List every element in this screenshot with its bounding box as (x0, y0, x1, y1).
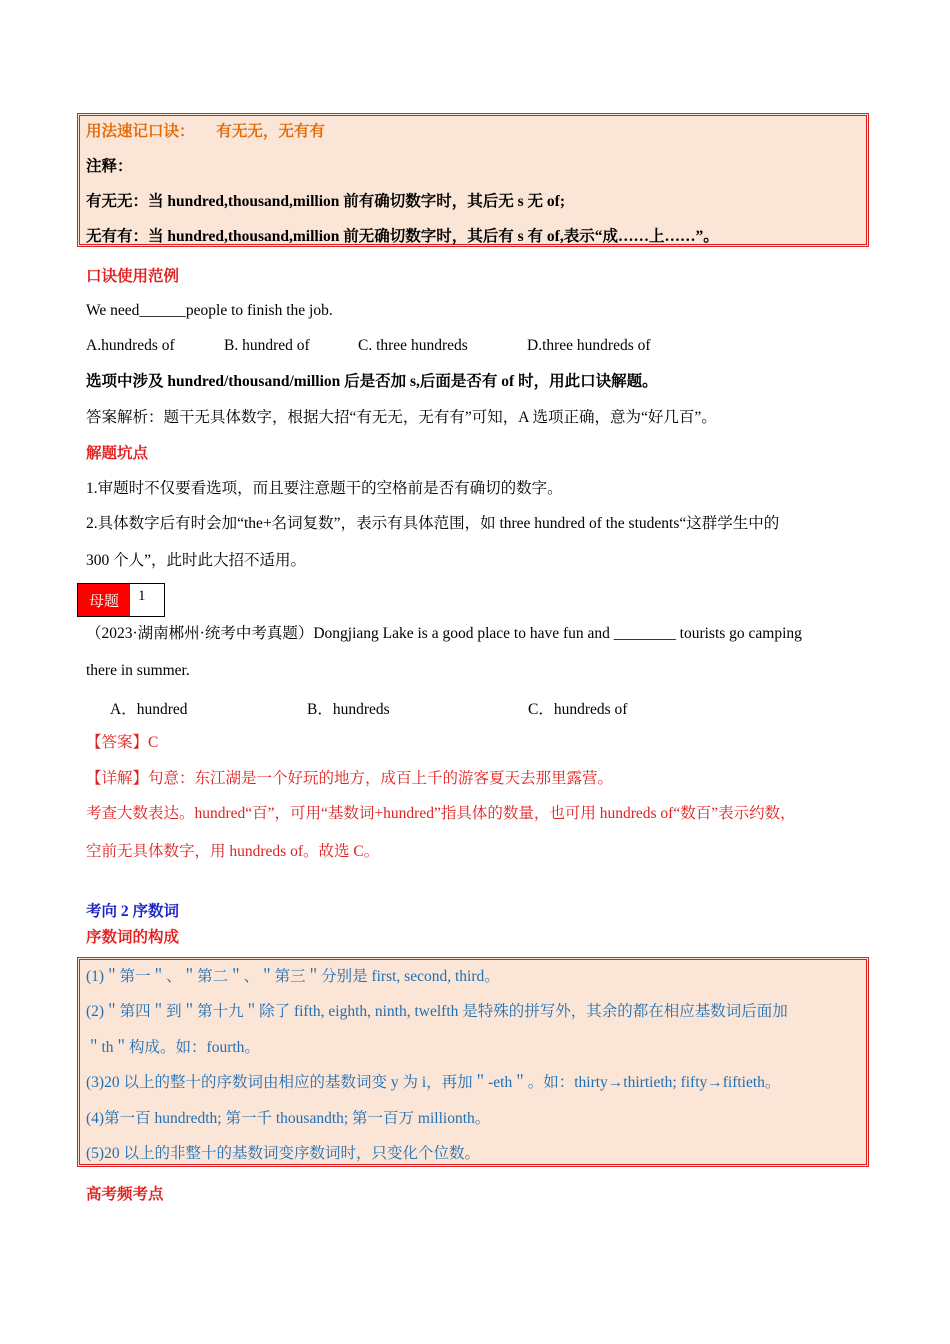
mother-question-badge (77, 583, 165, 617)
section-2-heading: 考向 2 序数词 (86, 903, 180, 920)
mnemonic-title-label: 用法速记口诀： (86, 123, 195, 140)
example-option-c: C. three hundreds (358, 337, 468, 354)
mother-option-b: B．hundreds (307, 701, 390, 718)
pitfalls-heading: 解题坑点 (86, 445, 149, 462)
pitfall-2-line-1: 2.具体数字后有时会加“the+名词复数”，表示有具体范围，如 three hundred of the students“这群学生中的 (86, 515, 780, 532)
high-frequency-heading: 高考频考点 (86, 1186, 164, 1203)
mother-explain-line-1: 考查大数表达。hundred“百”，可用“基数词+hundred”指具体的数量，也可用 hundreds of“数百”表示约数， (86, 805, 796, 822)
mother-option-a: A．hundred (110, 701, 188, 718)
ordinal-rule-2-line-2: ＂th＂构成。如：fourth。 (86, 1039, 260, 1056)
mother-answer: 【答案】C (86, 734, 159, 751)
mother-question-label: 母题 (78, 584, 130, 616)
example-option-d: D.three hundreds of (527, 337, 651, 354)
ordinal-rule-2-line-1: (2)＂第四＂到＂第十九＂除了 fifth, eighth, ninth, twelfth 是特殊的拼写外，其余的都在相应基数词后面加 (86, 1003, 788, 1020)
ordinal-rules-box (77, 957, 869, 1167)
example-option-b: B. hundred of (224, 337, 310, 354)
example-question: We need______people to finish the job. (86, 302, 333, 319)
example-tip: 选项中涉及 hundred/thousand/million 后是否加 s,后面是否有 of 时，用此口诀解题。 (86, 373, 658, 390)
example-analysis: 答案解析：题干无具体数字，根据大招“有无无，无有有”可知，A 选项正确，意为“好几百”。 (86, 409, 717, 426)
pitfall-1: 1.审题时不仅要看选项，而且要注意题干的空格前是否有确切的数字。 (86, 480, 563, 497)
mnemonic-line-2: 无有有：当 hundred,thousand,million 前无确切数字时，其后有 s 有 of,表示“成……上……”。 (86, 228, 719, 245)
mother-question-line-2: there in summer. (86, 662, 190, 679)
ordinal-rule-3: (3)20 以上的整十的序数词由相应的基数词变 y 为 i，再加＂-eth＂。如：thirty→thirtieth; fifty→fiftieth。 (86, 1074, 781, 1091)
mnemonic-title-value: 有无无，无有有 (216, 123, 325, 140)
example-option-a: A.hundreds of (86, 337, 175, 354)
mother-explain-line-2: 空前无具体数字，用 hundreds of。故选 C。 (86, 843, 380, 860)
mnemonic-title (86, 122, 872, 142)
mother-option-c: C．hundreds of (528, 701, 628, 718)
section-2-subheading: 序数词的构成 (86, 929, 180, 946)
ordinal-rule-5: (5)20 以上的非整十的基数词变序数词时，只变化个位数。 (86, 1145, 480, 1162)
example-heading: 口诀使用范例 (86, 268, 180, 285)
ordinal-rule-4: (4)第一百 hundredth; 第一千 thousandth; 第一百万 millionth。 (86, 1110, 491, 1127)
mother-detail: 【详解】句意：东江湖是一个好玩的地方，成百上千的游客夏天去那里露营。 (86, 770, 614, 787)
pitfall-2-line-2: 300 个人”，此时此大招不适用。 (86, 552, 307, 569)
mnemonic-line-1: 有无无：当 hundred,thousand,million 前有确切数字时，其后无 s 无 of; (86, 193, 565, 210)
mother-question-number: 1 (138, 588, 146, 604)
ordinal-rule-1: (1)＂第一＂、＂第二＂、＂第三＂分别是 first, second, third。 (86, 968, 500, 985)
mother-question-line-1: （2023·湖南郴州·统考中考真题）Dongjiang Lake is a good place to have fun and ________ tourists go camping (86, 625, 802, 642)
note-label: 注释： (86, 158, 133, 175)
